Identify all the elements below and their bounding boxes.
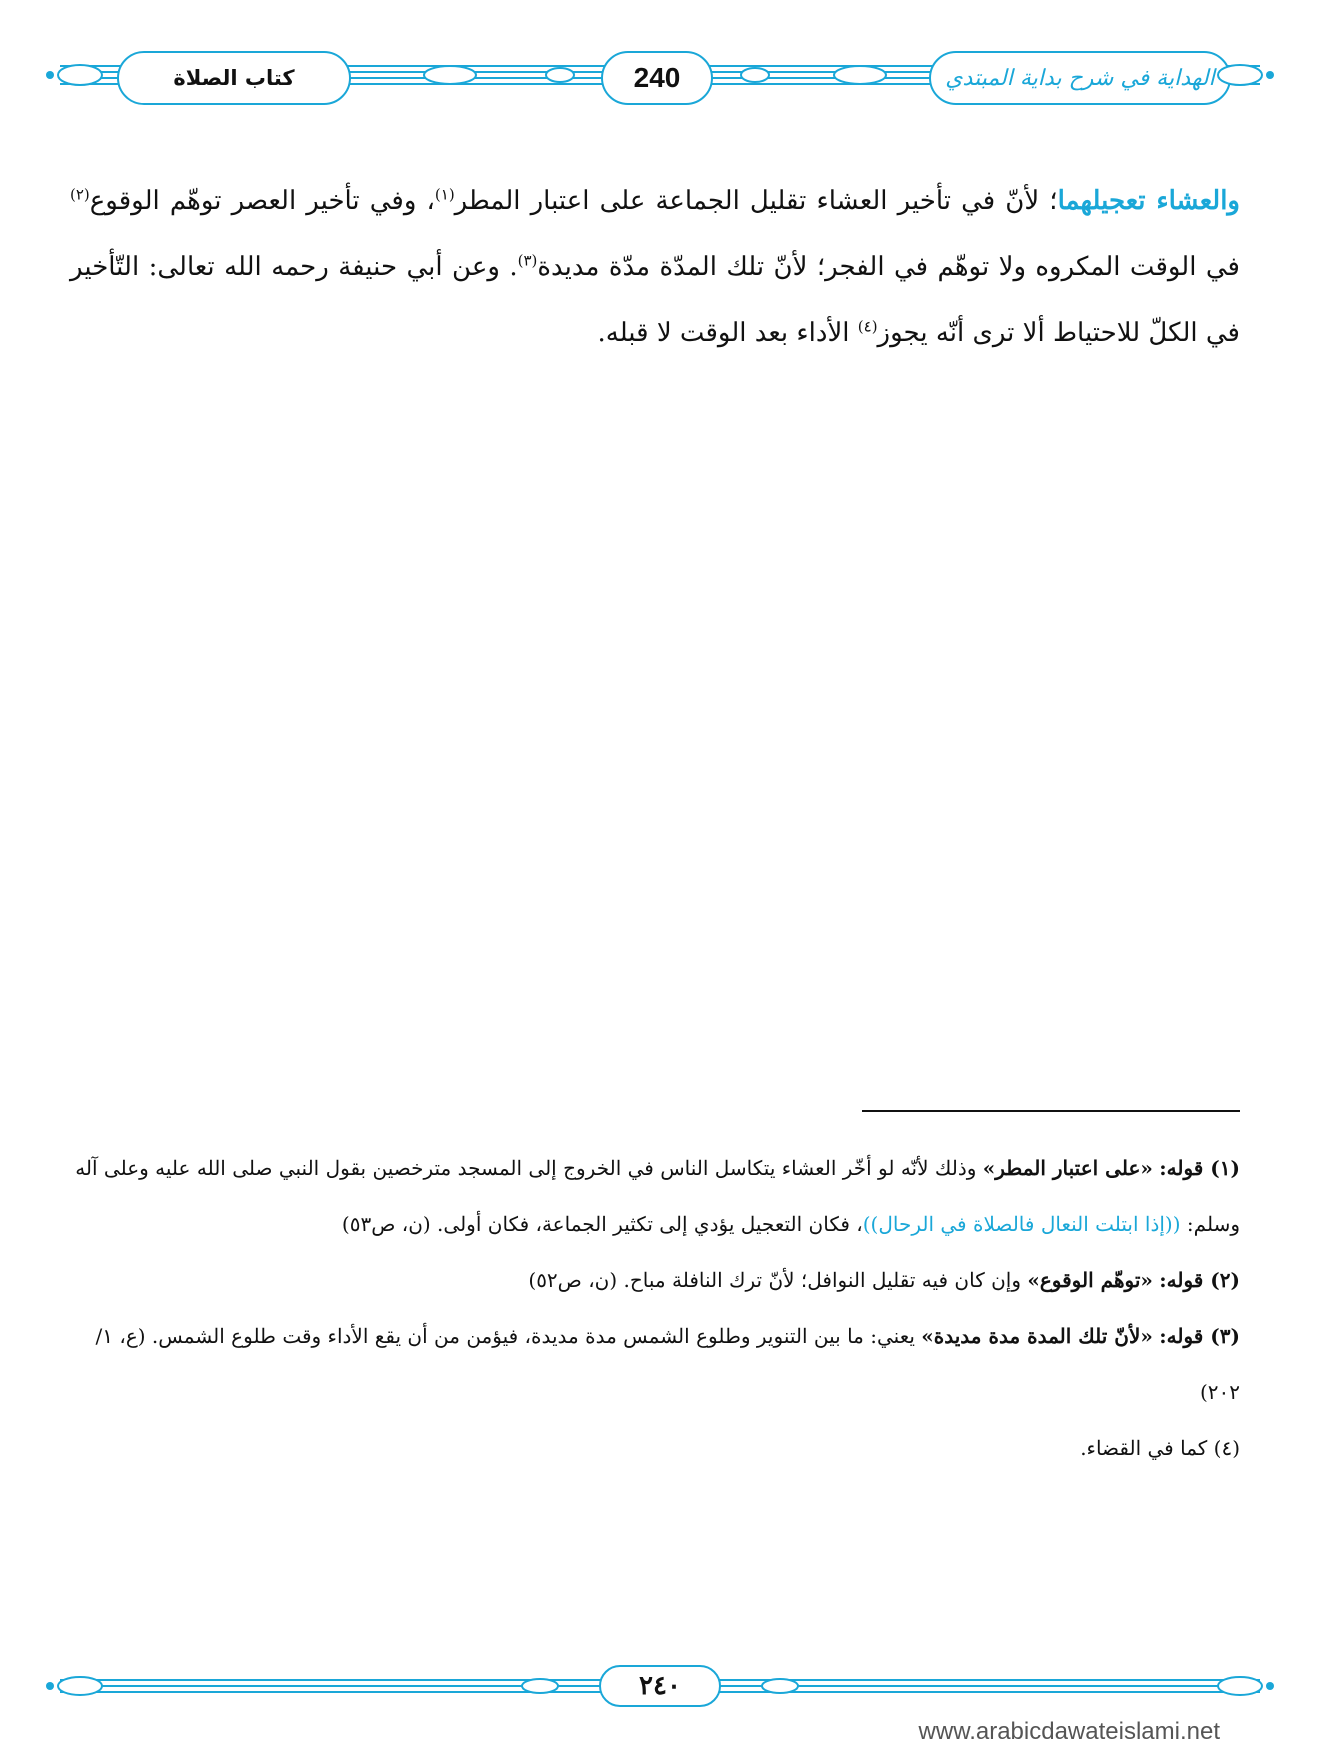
book-title: الهداية في شرح بداية المبتدي: [945, 65, 1215, 91]
footnote-marker-3[interactable]: (٣): [517, 251, 538, 270]
footnote-divider: [862, 1110, 1240, 1112]
footnote-text: يعني: ما بين التنوير وطلوع الشمس مدة مديدة، فيؤمن من أن يقع الأداء وقت طلوع الشمس. (ع، ١/ ٢٠٢): [95, 1324, 1240, 1404]
text-segment: في الوقت المكروه ولا توهّم في الفجر؛ لأنّ تلك المدّة مدّة مديدة: [537, 252, 1240, 282]
footnote-2: [70, 1252, 1240, 1308]
main-text: [70, 168, 1240, 366]
footnote-text: وإن كان فيه تقليل النوافل؛ لأنّ ترك النافلة مباح. (ن، ص٥٢): [528, 1268, 1028, 1292]
footnote-label: (٣) قوله:: [1159, 1324, 1240, 1348]
footnote-4: (٤) كما في القضاء.: [1080, 1436, 1240, 1460]
text-segment: . وعن أبي حنيفة رحمه الله تعالى: التّأخير في الكلّ للاحتياط ألا ترى أنّه يجوز: [70, 252, 1240, 348]
footnote-quote: «توهّم الوقوع»: [1027, 1268, 1153, 1292]
main-paragraph: [70, 168, 1240, 366]
website-url[interactable]: www.arabicdawateislami.net: [918, 1718, 1220, 1745]
footnote-marker-4[interactable]: (٤): [857, 317, 878, 336]
text-segment: ؛ لأنّ في تأخير العشاء تقليل الجماعة على اعتبار المطر: [454, 186, 1058, 216]
footnote-1: [70, 1140, 1240, 1252]
footnote-label: (٢) قوله:: [1159, 1268, 1240, 1292]
highlighted-phrase: والعشاء تعجيلهما: [1057, 186, 1240, 216]
hadith-quote: ((إذا ابتلت النعال فالصلاة في الرحال)): [862, 1212, 1181, 1236]
text-segment: الأداء بعد الوقت لا قبله.: [597, 318, 858, 348]
footnote-text: ، فكان التعجيل يؤدي إلى تكثير الجماعة، فكان أولى. (ن، ص٥٣): [341, 1212, 863, 1236]
header-page-number: 240: [633, 62, 681, 93]
section-title: كتاب الصلاة: [173, 66, 295, 90]
footnote-label: (١) قوله:: [1159, 1156, 1240, 1180]
footnotes: [70, 1140, 1240, 1476]
footnote-3: [70, 1308, 1240, 1420]
footnote-text: وذلك لأنّه لو أخّر العشاء يتكاسل الناس في الخروج إلى المسجد مترخصين بقول النبي صلى الله عليه وعلى آله وسلم:: [75, 1156, 1240, 1236]
text-segment: ، وفي تأخير العصر توهّم الوقوع: [89, 186, 435, 216]
footer-page-number: ٢٤٠: [639, 1671, 681, 1701]
footnote-quote: «لأنّ تلك المدة مدة مديدة»: [921, 1324, 1153, 1348]
footnote-marker-2[interactable]: (٢): [70, 185, 90, 204]
footnote-marker-1[interactable]: (١): [434, 185, 455, 204]
footnote-quote: «على اعتبار المطر»: [982, 1156, 1153, 1180]
